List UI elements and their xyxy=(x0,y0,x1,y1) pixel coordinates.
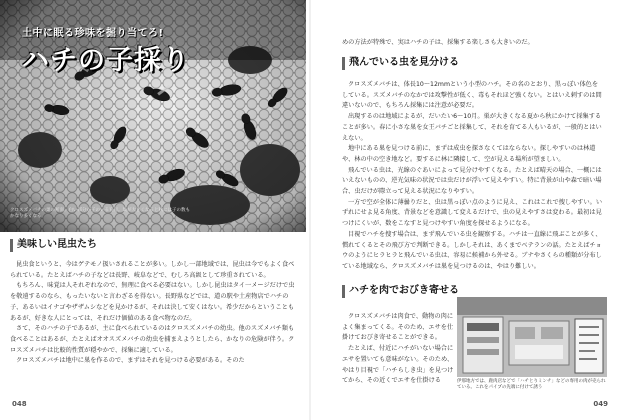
paragraph: 地中にある巣を見つける前に、まずは成虫を探さなくてはならない。探しやすいのは林道や、林の中の空き地など。要するに林に隣接して、空が見える場所が望ましい。 xyxy=(342,145,596,163)
paragraph: 昆虫食というと、今はゲテモノ扱いされることが多い。しかし一部地域では、昆虫は今でもよく食べられている。たとえばハチの子などは長野、岐阜などで、むしろ高級として珍重されている。 xyxy=(10,261,295,279)
hero-subtitle: 土中に眠る珍味を掘り当てろ! xyxy=(22,28,164,39)
paragraph: クロスズメバチは肉食で、動物の肉によく集まってくる。そのため、エサを仕掛けておびき寄せることができる。 xyxy=(342,313,454,342)
paragraph: 出現するのは地域によるが、だいたい6〜10月。巣が大きくなる夏から秋にかけて採集することが多い。春に小さな巣を女王バチごと採集して、それを育てる人もいるが、一般的とはいえない。 xyxy=(342,113,602,142)
intro-paragraph: めの方法が特殊で、実はハチの子は、採集する楽しさも大きいのだ。 xyxy=(342,39,534,46)
shop-photo xyxy=(457,297,607,377)
gutter xyxy=(309,0,311,420)
section-heading: 飛んでいる虫を見分ける xyxy=(342,57,604,70)
hero-caption: クロスズメバチの巣の断面。白い部分が子のいる育房。巣が大きくなると秋には子の数もかなり多くなる xyxy=(10,208,190,219)
paragraph: クロスズメバチは、体長10〜12mmという小型のハチ。その名のとおり、黒っぽい体色をしている。スズメバチのなかでは攻撃性が低く、毒もそれほど強くない。とはいえ刺すのは間違いないので、もちろん採集には注意が必要だ。 xyxy=(342,81,602,110)
paragraph: もちろん、味覚は人それぞれなので、無理に食べる必要はない。しかし昆虫はタイ一メージだけで虫を敬遠するのなら、もったいないと言わざるを得ない。長野県などでは、道の駅や土産物店でハチの子、あるいはイナゴやザザムシなどを見かけるが、それは決して安くはない。希少だからということもあるが、好きな人にとっては、それだけ価値のある食べ物なのだ。 xyxy=(10,282,295,322)
paragraph: 一方で空が全体に薄曇りだと、虫は黒っぽい点のように見え、これはこれで捜しやすい。いずれにせよ見る角度、背景などを意識して変えるだけで、虫の見えやすさは変わる。最初は見つけにくいが、数をこなすと見つけやすい角度を探せるようになる。 xyxy=(342,198,603,228)
section-spot-insects xyxy=(342,57,604,273)
section-edible-insects xyxy=(10,239,300,367)
shop-photo-caption: 伊那地方では、鹿肉店などで「ハチとりミンチ」などの専用の肉が売られている。これをパイプの先端に付けて誘う xyxy=(457,379,606,390)
section-heading: ハチを肉でおびき寄せる xyxy=(342,285,572,298)
page-number-left: 048 xyxy=(12,400,27,408)
paragraph: たとえば、付近にハチがいない場合にエサを置いても意味がない。そのため、やはり目視で「ハチらしき虫」を見つけてから、その近くでエサを仕掛ける xyxy=(342,345,454,385)
paragraph: クロスズメバチは地中に巣を作るので、まずはそれを見つける必要がある。そのた xyxy=(16,357,245,365)
paragraph: 飛んでいる虫は、光線のぐあいによって見分けやすくなる。たとえば晴天の場合、一概にはいえないものの、逆光気味の状況では虫だけが浮いて見えやすい。特に背景が山や森で暗い場合、虫だけが際立って見える状況になりやすい。 xyxy=(342,166,602,196)
hero-photo xyxy=(0,0,306,232)
paragraph: さて、そのハチの子であるが、主に食べられているのはクロスズメバチの幼虫。他のスズメバチ類も食べることはあるが、たとえばオオスズメバチの幼虫を捕まえようとしたら、かなりの危険が伴う。クロスズメバチは比較的性質が穏やかで、採集に適している。 xyxy=(10,325,295,354)
paragraph: 目視でハチを捜す場合は、まず飛んでいる虫を観察する。ハチは一直線に飛ぶことが多く、慣れてくるとその飛び方で判断できる。しかしそれは、あくまでベテランの話。たとえばチョウのようにヒラヒラと飛んでいる虫は、容易に候補から外せる。ブナやさくらの種類が分布している地域なら、クロスズメバチは巣を見つけるのは、やはり難しい。 xyxy=(342,230,602,270)
page-number-right: 049 xyxy=(593,400,608,408)
shop-photo-image xyxy=(457,297,607,377)
section-bait-wasps xyxy=(342,285,459,387)
section-heading: 美味しい昆虫たち xyxy=(10,239,300,252)
hero-title: ハチの子採り xyxy=(22,45,190,76)
